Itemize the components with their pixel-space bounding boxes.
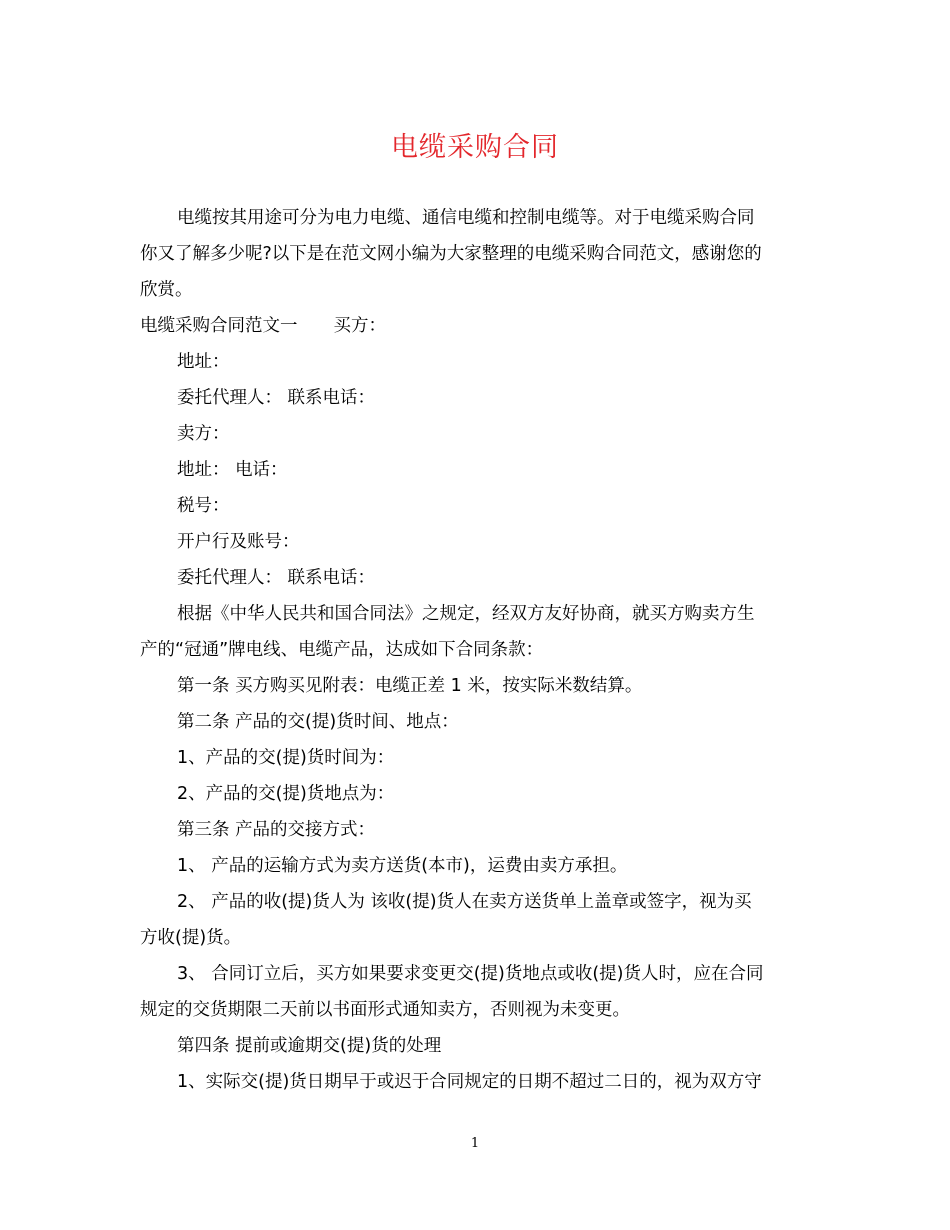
seller-field: 卖方：	[177, 424, 230, 444]
article-2-item: 1、产品的交(提)货时间为：	[177, 748, 395, 768]
bank-account-field: 开户行及账号：	[177, 532, 300, 552]
seller-agent-field: 委托代理人： 联系电话：	[177, 568, 376, 588]
document-title: 电缆采购合同	[391, 132, 559, 163]
intro-line: 电缆按其用途可分为电力电缆、通信电缆和控制电缆等。对于电缆采购合同	[177, 208, 755, 228]
page-number: 1	[470, 1136, 480, 1151]
article-3-heading: 第三条 产品的交接方式：	[177, 820, 376, 840]
tax-number-field: 税号：	[177, 496, 230, 516]
buyer-address-field: 地址：	[177, 352, 230, 372]
intro-line: 你又了解多少呢?以下是在范文网小编为大家整理的电缆采购合同范文，感谢您的	[140, 244, 762, 264]
article-1: 第一条 买方购买见附表：电缆正差 1 米，按实际米数结算。	[177, 676, 643, 696]
article-4-heading: 第四条 提前或逾期交(提)货的处理	[177, 1036, 442, 1056]
preamble-line: 产的“冠通”牌电线、电缆产品，达成如下合同条款：	[140, 640, 544, 660]
document-body	[140, 200, 808, 1100]
article-4-item: 1、实际交(提)货日期早于或迟于合同规定的日期不超过二日的，视为双方守	[177, 1072, 762, 1092]
sample-heading: 电缆采购合同范文一	[140, 316, 298, 336]
buyer-label: 买方：	[333, 316, 386, 336]
article-3-item: 2、 产品的收(提)货人为 该收(提)货人在卖方送货单上盖章或签字，视为买	[177, 892, 752, 912]
article-3-item-continuation: 规定的交货期限二天前以书面形式通知卖方，否则视为未变更。	[140, 1000, 630, 1020]
buyer-agent-field: 委托代理人： 联系电话：	[177, 388, 376, 408]
article-3-item: 3、 合同订立后，买方如果要求变更交(提)货地点或收(提)货人时，应在合同	[177, 964, 764, 984]
intro-line: 欣赏。	[140, 280, 193, 300]
article-3-item-continuation: 方收(提)货。	[140, 928, 242, 948]
preamble-line: 根据《中华人民共和国合同法》之规定，经双方友好协商，就买方购卖方生	[177, 604, 755, 624]
sample-heading-line	[140, 308, 808, 344]
article-3-item: 1、 产品的运输方式为卖方送货(本市)，运费由卖方承担。	[177, 856, 628, 876]
article-2-item: 2、产品的交(提)货地点为：	[177, 784, 395, 804]
article-2-heading: 第二条 产品的交(提)货时间、地点：	[177, 712, 459, 732]
seller-address-phone-field: 地址： 电话：	[177, 460, 288, 480]
